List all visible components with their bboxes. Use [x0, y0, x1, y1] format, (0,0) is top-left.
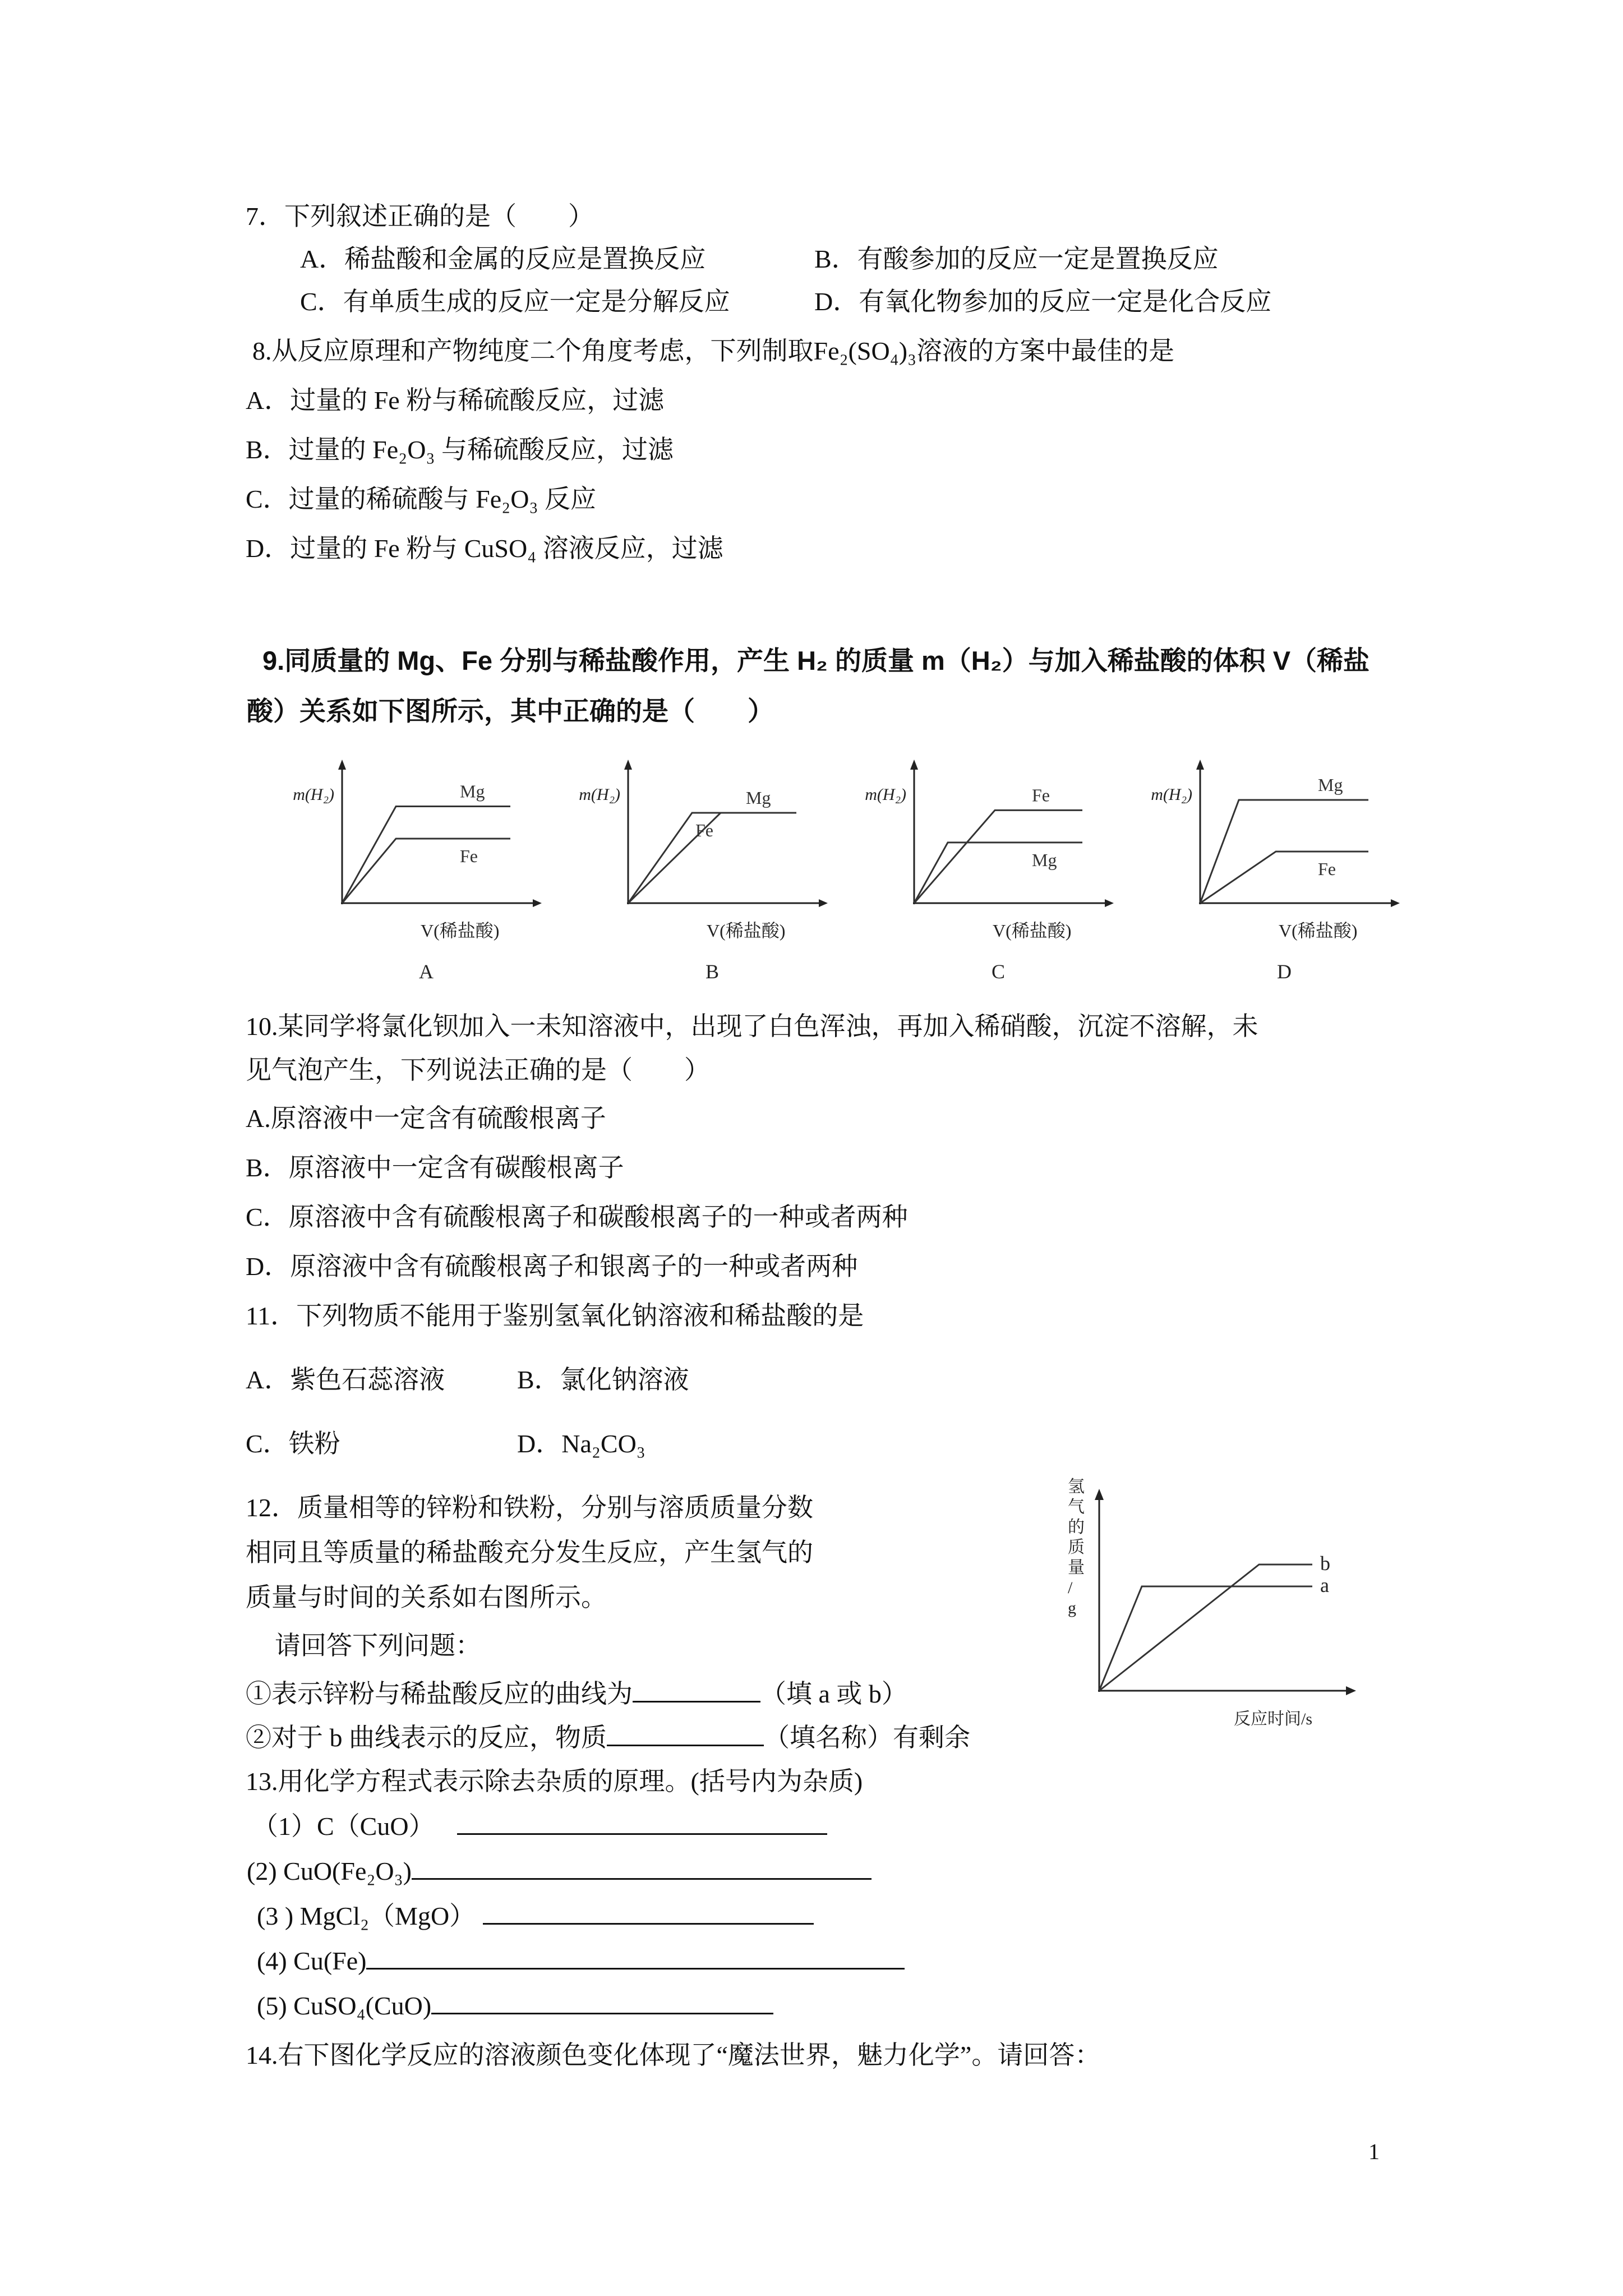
q13-item1-label: （1）C（CuO）: [252, 1812, 435, 1841]
series-label: Mg: [1318, 775, 1343, 795]
series-line: [1200, 852, 1368, 903]
q8-option-a: A．过量的 Fe 粉与稀硫酸反应，过滤: [246, 386, 665, 415]
q12-subq1: [246, 1677, 907, 1711]
x-axis-arrow: [1346, 1686, 1356, 1695]
q13-item2: [247, 1855, 872, 1888]
q7-option-a: A．稀盐酸和金属的反应是置换反应: [300, 245, 706, 273]
q12-subq2-hint: （填名称）有剩余: [764, 1723, 970, 1752]
panel-letter: A: [419, 960, 434, 983]
q12-chart: [1054, 1475, 1391, 1739]
series-line-a: [1099, 1586, 1312, 1691]
q11-option-c: C．铁粉: [246, 1429, 340, 1458]
q7-option-c: C．有单质生成的反应一定是分解反应: [300, 287, 730, 316]
q7-option-d: D．有氧化物参加的反应一定是化合反应: [814, 287, 1272, 316]
y-axis-arrow: [624, 760, 632, 770]
q12-chart-plot: [1068, 1478, 1356, 1728]
q12-subq2: [246, 1721, 970, 1755]
x-axis-label: V(稀盐酸): [993, 921, 1072, 941]
q9-charts: [247, 740, 1413, 987]
q7-option-b: B．有酸参加的反应一定是置换反应: [814, 245, 1219, 273]
q9-stem-line2: 酸）关系如下图所示，其中正确的是（ ）: [247, 696, 774, 726]
q8-option-d: D．过量的 Fe 粉与 CuSO₄ 溶液反应，过滤: [246, 534, 723, 563]
y-axis-label: m(H₂): [293, 785, 334, 804]
q9-chart-c: [865, 760, 1114, 983]
panel-letter: D: [1277, 960, 1292, 983]
q13-item1: [252, 1810, 827, 1843]
q8-option-b: B．过量的 Fe₂O₃ 与稀硫酸反应，过滤: [246, 435, 674, 464]
q11-stem: 11．下列物质不能用于鉴别氢氧化钠溶液和稀盐酸的是: [246, 1301, 864, 1330]
series-label: Mg: [746, 788, 771, 808]
series-label: Mg: [1032, 849, 1057, 870]
q12-line2: 相同且等质量的稀盐酸充分发生反应，产生氢气的: [246, 1538, 813, 1567]
y-axis-arrow: [338, 760, 346, 770]
y-axis-label: 氢气的质量/ g: [1068, 1478, 1085, 1617]
q12-line1: 12．质量相等的锌粉和铁粉，分别与溶质质量分数: [246, 1493, 813, 1522]
x-axis-label: V(稀盐酸): [1279, 921, 1358, 941]
q14-stem: 14.右下图化学反应的溶液颜色变化体现了“魔法世界，魅力化学”。请回答：: [246, 2041, 1101, 2069]
series-label: Fe: [1318, 859, 1336, 879]
q8-stem: 8.从反应原理和产物纯度二个角度考虑，下列制取Fe₂(SO₄)₃溶液的方案中最佳的是: [252, 337, 1175, 365]
series-label-a: a: [1320, 1574, 1329, 1596]
q13-item2-label: (2) CuO(Fe₂O₃): [247, 1857, 412, 1885]
y-axis-arrow: [910, 760, 918, 770]
q13-answer-blank-2[interactable]: [412, 1856, 872, 1880]
q13-answer-blank-3[interactable]: [483, 1901, 814, 1925]
q12-prompt: 请回答下列问题：: [275, 1631, 481, 1660]
x-axis-arrow: [1391, 899, 1400, 907]
q9-chart-d: [1151, 760, 1400, 983]
q13-item4-label: (4) Cu(Fe): [257, 1947, 367, 1975]
series-line: [342, 807, 510, 904]
q11-option-a: A．紫色石蕊溶液: [246, 1365, 445, 1394]
q13-item4: [257, 1944, 905, 1978]
x-axis-arrow: [1105, 899, 1114, 907]
q12-subq1-hint: （填 a 或 b）: [760, 1680, 907, 1708]
q10-option-a: A.原溶液中一定含有硫酸根离子: [246, 1104, 606, 1133]
q12-line3: 质量与时间的关系如右图所示。: [246, 1583, 607, 1612]
q9-chart-b: [579, 760, 828, 983]
series-line-b: [1099, 1565, 1312, 1691]
q8-option-c: C．过量的稀硫酸与 Fe₂O₃ 反应: [246, 485, 596, 513]
q12-subq1-text: ①表示锌粉与稀盐酸反应的曲线为: [246, 1680, 633, 1708]
q12-answer-blank-1[interactable]: [633, 1678, 760, 1703]
y-axis-arrow: [1196, 760, 1204, 770]
q12-subq2-text: ②对于 b 曲线表示的反应，物质: [246, 1723, 607, 1752]
y-axis-arrow: [1095, 1489, 1104, 1500]
x-axis-arrow: [819, 899, 828, 907]
panel-letter: C: [991, 960, 1006, 983]
q13-item5: [257, 1989, 773, 2023]
q10-option-c: C．原溶液中含有硫酸根离子和碳酸根离子的一种或者两种: [246, 1203, 908, 1231]
series-label-b: b: [1320, 1552, 1330, 1575]
y-axis-label: m(H₂): [865, 785, 906, 804]
q10-stem-line1: 10.某同学将氯化钡加入一未知溶液中，出现了白色浑浊，再加入稀硝酸，沉淀不溶解，未: [246, 1012, 1258, 1041]
q7-stem: 7．下列叙述正确的是（ ）: [246, 202, 594, 231]
q13-stem: 13.用化学方程式表示除去杂质的原理。(括号内为杂质): [246, 1767, 863, 1796]
series-line: [914, 843, 1082, 903]
q13-item5-label: (5) CuSO₄(CuO): [257, 1991, 432, 2020]
series-label: Mg: [460, 781, 485, 802]
series-label: Fe: [695, 820, 713, 840]
page-number: 1: [1368, 2139, 1380, 2164]
series-label: Fe: [1032, 785, 1050, 806]
q10-option-d: D．原溶液中含有硫酸根离子和银离子的一种或者两种: [246, 1252, 858, 1281]
q13-answer-blank-1[interactable]: [457, 1811, 827, 1835]
q9-stem-line1: 9.同质量的 Mg、Fe 分别与稀盐酸作用，产生 H₂ 的质量 m（H₂）与加入稀盐酸的体积 V（稀盐: [262, 646, 1370, 675]
q13-answer-blank-5[interactable]: [431, 1990, 773, 2014]
q9-chart-a: [293, 760, 542, 983]
q10-stem-line2: 见气泡产生，下列说法正确的是（ ）: [246, 1056, 710, 1084]
q13-item3: [257, 1899, 814, 1933]
series-line: [342, 839, 510, 903]
q11-option-d: D．Na₂CO₃: [517, 1429, 645, 1458]
series-label: Fe: [460, 846, 478, 866]
x-axis-label: V(稀盐酸): [707, 921, 786, 941]
q13-answer-blank-4[interactable]: [366, 1945, 905, 1970]
q12-answer-blank-2[interactable]: [607, 1722, 764, 1746]
q13-item3-label: (3 ) MgCl₂（MgO）: [257, 1902, 476, 1930]
panel-letter: B: [705, 960, 720, 983]
x-axis-label: 反应时间/s: [1234, 1710, 1313, 1728]
x-axis-arrow: [533, 899, 542, 907]
y-axis-label: m(H₂): [1151, 785, 1192, 804]
q10-option-b: B．原溶液中一定含有碳酸根离子: [246, 1153, 624, 1182]
x-axis-label: V(稀盐酸): [421, 921, 500, 941]
y-axis-label: m(H₂): [579, 785, 620, 804]
q11-option-b: B．氯化钠溶液: [517, 1365, 689, 1394]
